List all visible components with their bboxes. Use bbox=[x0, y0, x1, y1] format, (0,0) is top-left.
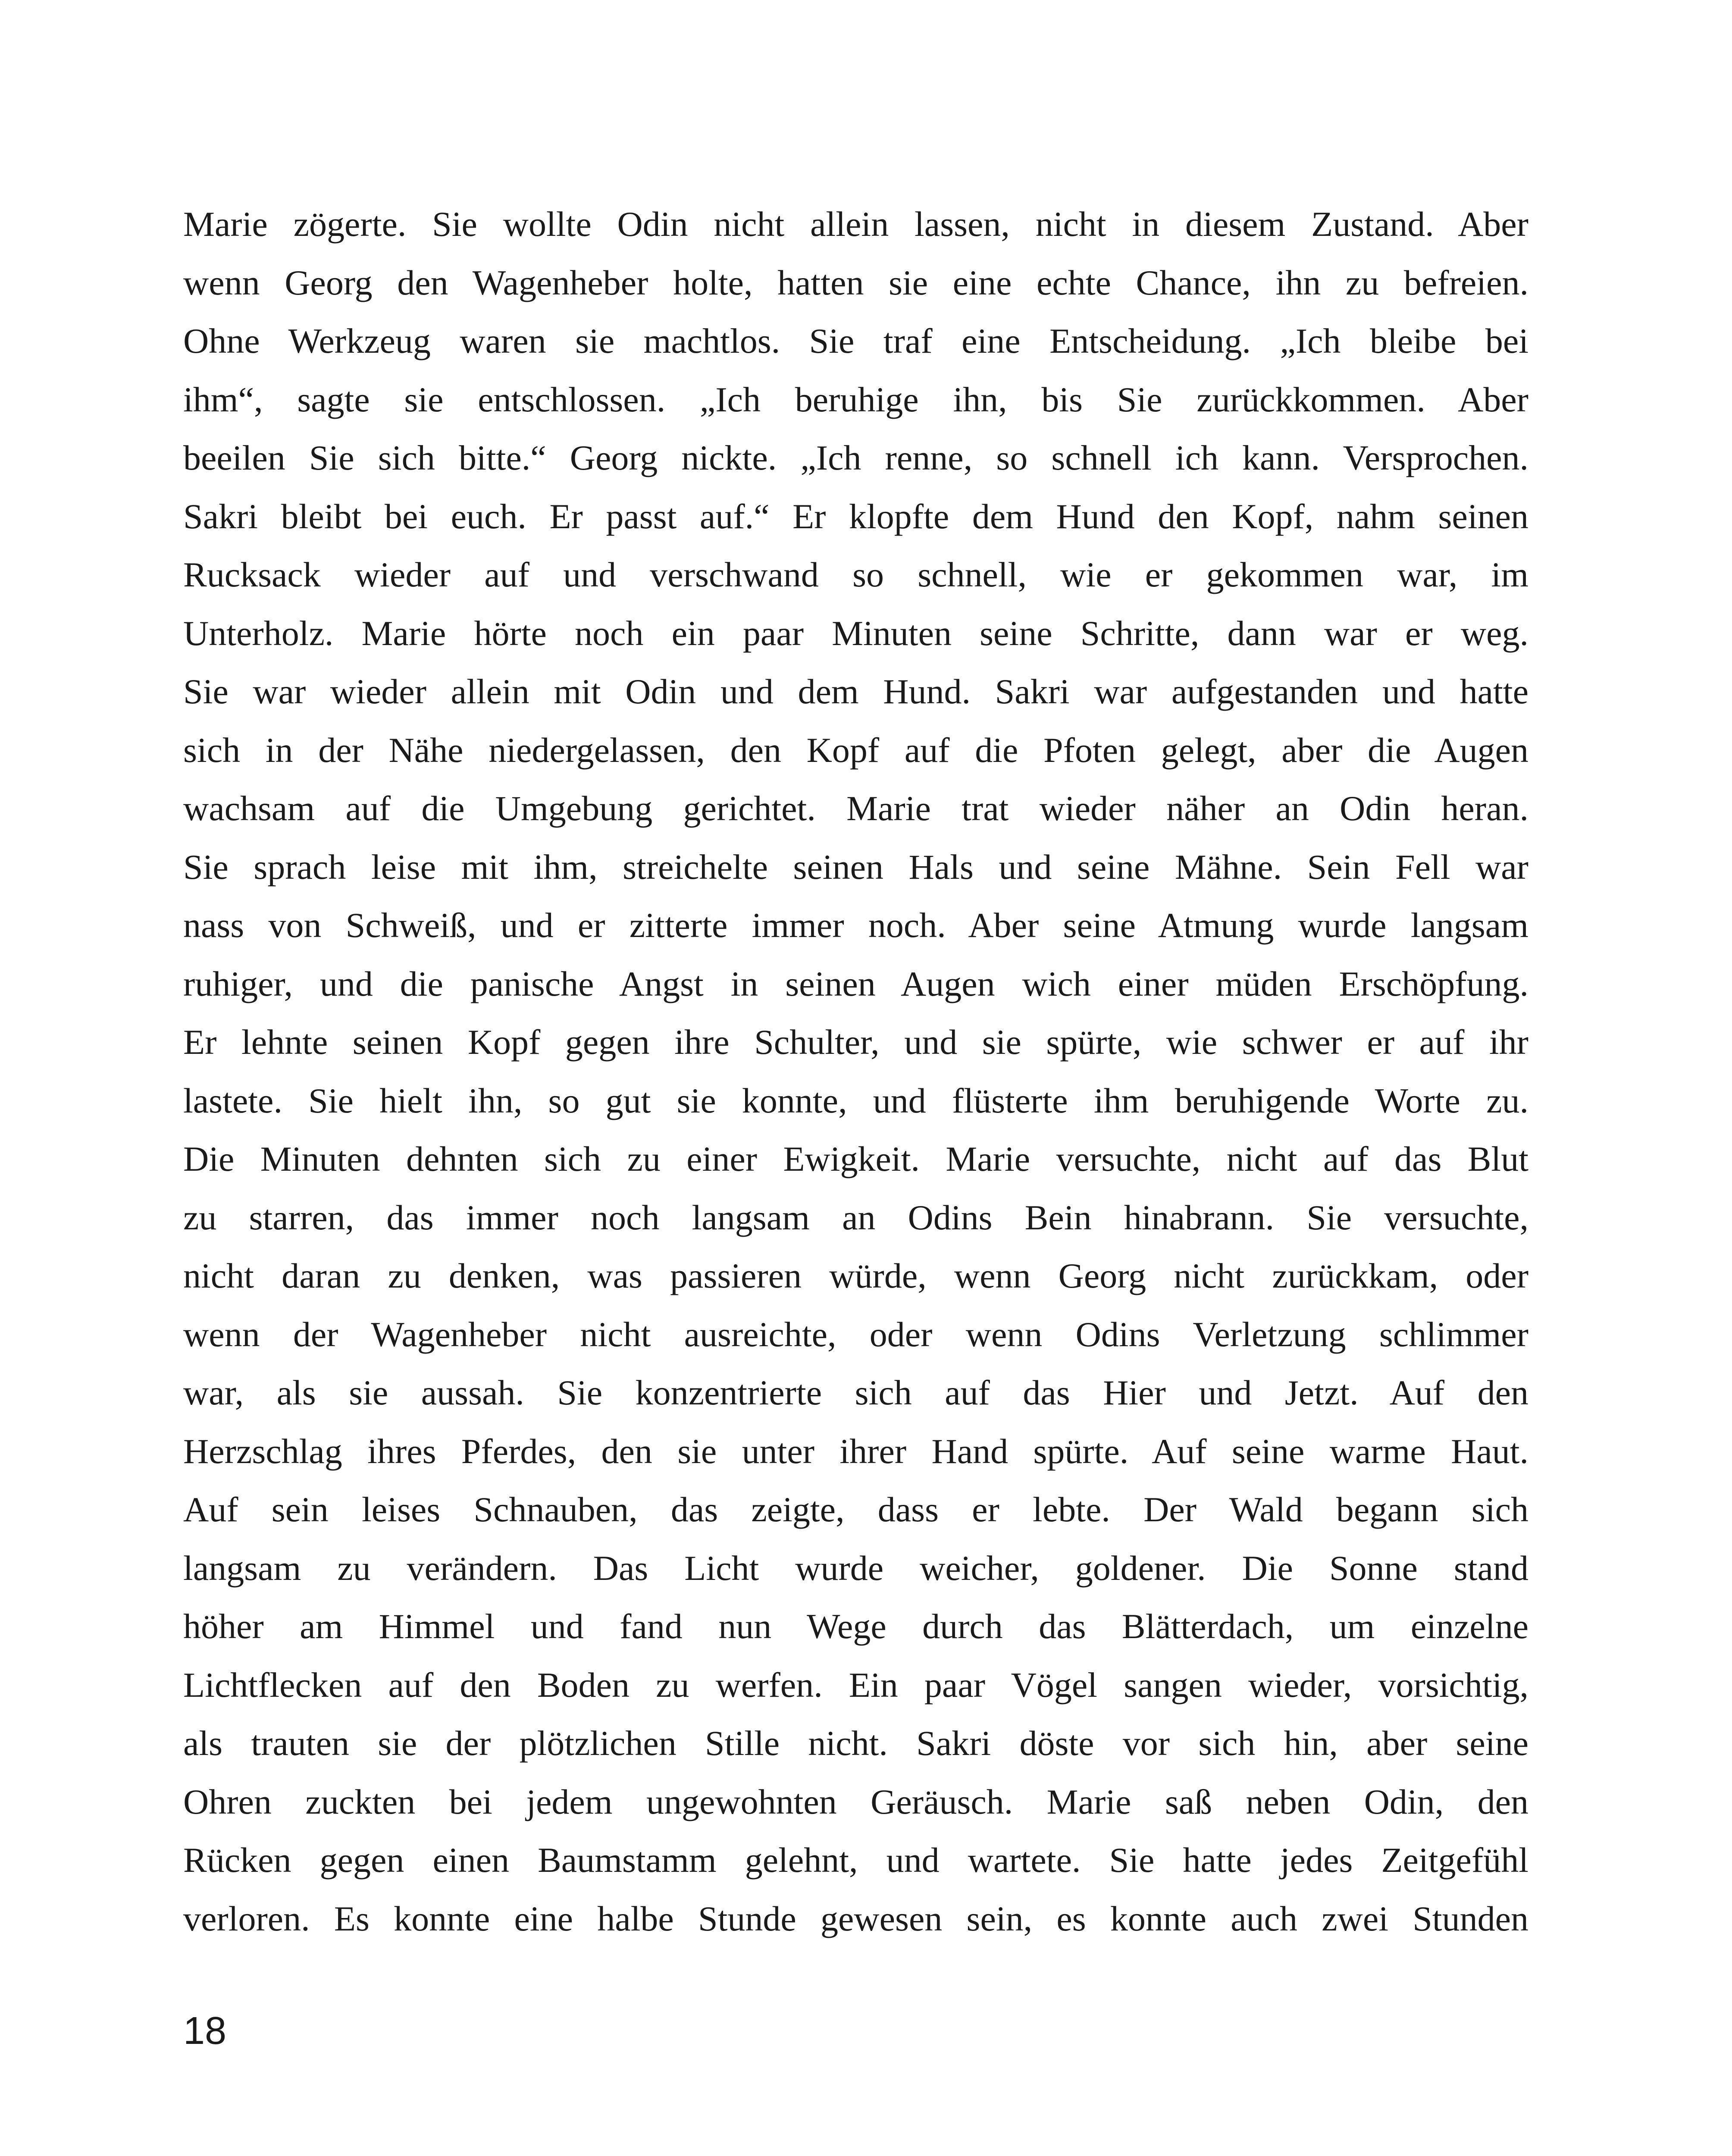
text-line: Lichtflecken auf den Boden zu werfen. Ein paar Vögel sangen wieder, vorsichtig, bbox=[183, 1665, 1528, 1705]
text-line: Rücken gegen einen Baumstamm gelehnt, und wartete. Sie hatte jedes Zeitgefühl bbox=[183, 1840, 1528, 1880]
text-line: zu starren, das immer noch langsam an Odins Bein hinabrann. Sie versuchte, bbox=[183, 1197, 1528, 1237]
text-line: Ohne Werkzeug waren sie machtlos. Sie traf eine Entscheidung. „Ich bleibe bei bbox=[183, 321, 1528, 360]
text-line: Sakri bleibt bei euch. Er passt auf.“ Er klopfte dem Hund den Kopf, nahm seinen bbox=[183, 496, 1528, 536]
text-line: Auf sein leises Schnauben, das zeigte, dass er lebte. Der Wald begann sich bbox=[183, 1490, 1528, 1529]
text-line: ruhiger, und die panische Angst in seinen Augen wich einer müden Erschöpfung. bbox=[183, 964, 1528, 1003]
text-line: ihm“, sagte sie entschlossen. „Ich beruhige ihn, bis Sie zurückkommen. Aber bbox=[183, 379, 1528, 419]
text-line: höher am Himmel und fand nun Wege durch das Blätterdach, um einzelne bbox=[183, 1607, 1528, 1646]
text-line: Sie sprach leise mit ihm, streichelte seinen Hals und seine Mähne. Sein Fell war bbox=[183, 847, 1528, 887]
text-line: sich in der Nähe niedergelassen, den Kopf auf die Pfoten gelegt, aber die Augen bbox=[183, 730, 1528, 770]
text-line: Marie zögerte. Sie wollte Odin nicht allein lassen, nicht in diesem Zustand. Aber bbox=[183, 204, 1528, 244]
text-line: lastete. Sie hielt ihn, so gut sie konnte, und flüsterte ihm beruhigende Worte zu. bbox=[183, 1081, 1528, 1120]
text-line: war, als sie aussah. Sie konzentrierte sich auf das Hier und Jetzt. Auf den bbox=[183, 1373, 1528, 1412]
text-line: wachsam auf die Umgebung gerichtet. Marie trat wieder näher an Odin heran. bbox=[183, 789, 1528, 828]
text-line: wenn Georg den Wagenheber holte, hatten sie eine echte Chance, ihn zu befreien. bbox=[183, 263, 1528, 302]
text-line: Rucksack wieder auf und verschwand so schnell, wie er gekommen war, im bbox=[183, 555, 1528, 594]
text-line: Sie war wieder allein mit Odin und dem Hund. Sakri war aufgestanden und hatte bbox=[183, 672, 1528, 711]
text-line: nicht daran zu denken, was passieren würde, wenn Georg nicht zurückkam, oder bbox=[183, 1256, 1528, 1295]
text-line: wenn der Wagenheber nicht ausreichte, oder wenn Odins Verletzung schlimmer bbox=[183, 1314, 1528, 1354]
body-text bbox=[183, 195, 1528, 1948]
text-line: verloren. Es konnte eine halbe Stunde gewesen sein, es konnte auch zwei Stunden bbox=[183, 1899, 1528, 1938]
text-line: langsam zu verändern. Das Licht wurde weicher, goldener. Die Sonne stand bbox=[183, 1548, 1528, 1588]
text-line: beeilen Sie sich bitte.“ Georg nickte. „Ich renne, so schnell ich kann. Versprochen. bbox=[183, 438, 1528, 477]
page-number: 18 bbox=[183, 2009, 227, 2053]
text-line: Ohren zuckten bei jedem ungewohnten Geräusch. Marie saß neben Odin, den bbox=[183, 1782, 1528, 1821]
text-line: als trauten sie der plötzlichen Stille nicht. Sakri döste vor sich hin, aber seine bbox=[183, 1724, 1528, 1763]
text-line: nass von Schweiß, und er zitterte immer noch. Aber seine Atmung wurde langsam bbox=[183, 906, 1528, 945]
text-line: Herzschlag ihres Pferdes, den sie unter ihrer Hand spürte. Auf seine warme Haut. bbox=[183, 1431, 1528, 1471]
text-line: Er lehnte seinen Kopf gegen ihre Schulter, und sie spürte, wie schwer er auf ihr bbox=[183, 1022, 1528, 1062]
text-line: Die Minuten dehnten sich zu einer Ewigkeit. Marie versuchte, nicht auf das Blut bbox=[183, 1139, 1528, 1178]
text-line: Unterholz. Marie hörte noch ein paar Minuten seine Schritte, dann war er weg. bbox=[183, 613, 1528, 653]
